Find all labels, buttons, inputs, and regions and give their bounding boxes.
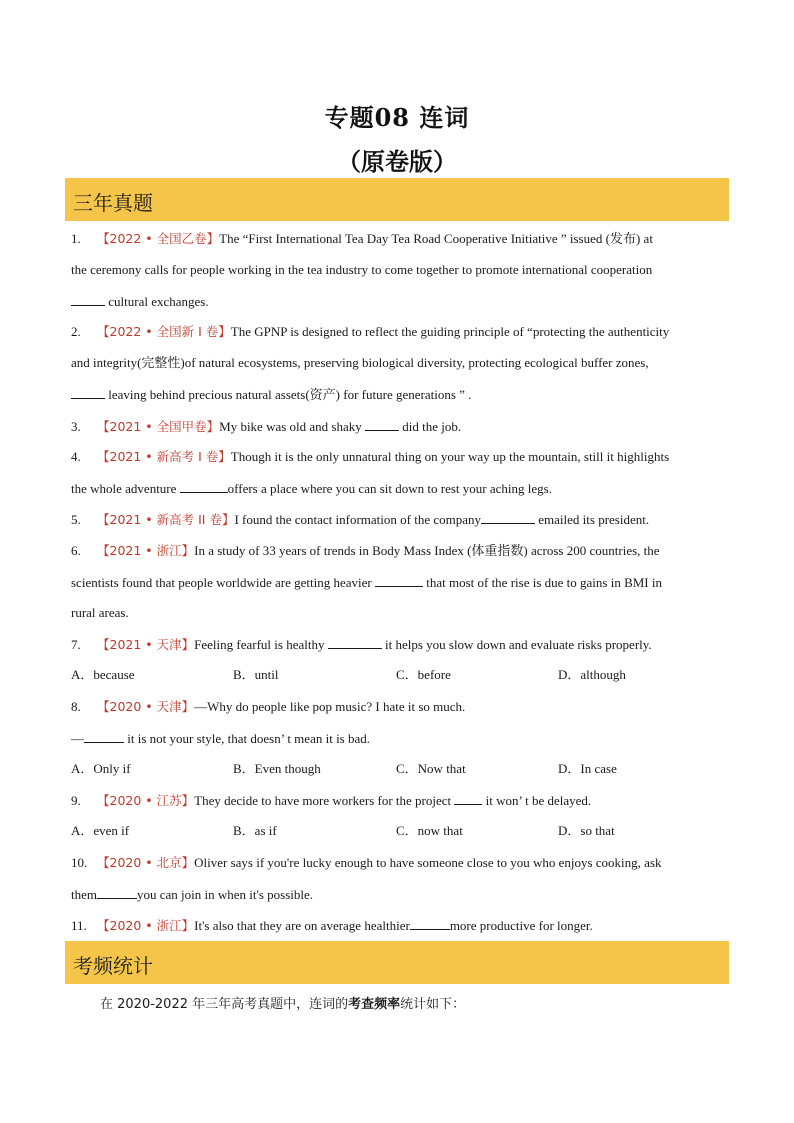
question-text: offers a place where you can sit down to rest your aching legs.	[227, 481, 552, 496]
question-text: did the job.	[399, 419, 462, 434]
option-c: C．before	[396, 667, 451, 682]
question-source: 【2020 • 江苏】	[97, 793, 195, 808]
question-number: 2.	[71, 324, 81, 339]
question-number: 4.	[71, 449, 81, 464]
question-text: that most of the rise is due to gains in BMI in	[422, 575, 663, 590]
question-text: cultural exchanges.	[105, 294, 209, 309]
question-4-line-2	[71, 480, 731, 497]
question-1-line-2: the ceremony calls for people working in the tea industry to come together to promote international cooperation	[71, 262, 653, 277]
question-2-line-3	[71, 386, 731, 403]
question-source: 【2020 • 北京】	[97, 855, 195, 870]
option-a: A．even if	[71, 823, 130, 838]
option-b: B．Even though	[233, 761, 321, 776]
question-source: 【2020 • 天津】	[97, 699, 195, 714]
option-c: C．now that	[396, 823, 463, 838]
question-source: 【2021 • 全国甲卷】	[97, 419, 220, 434]
question-1	[71, 231, 731, 247]
question-8	[71, 699, 731, 715]
question-text: you can join in when it's possible.	[137, 887, 314, 902]
question-text: They decide to have more workers for the project	[194, 793, 455, 808]
question-number: 8.	[71, 699, 81, 714]
question-text: The GPNP is designed to reflect the guiding principle of “protecting the authenticity	[230, 324, 670, 339]
question-text: Feeling fearful is healthy	[194, 637, 328, 652]
question-2	[71, 324, 731, 340]
answer-blank	[454, 792, 482, 805]
page-title: 专题08 连词	[324, 103, 470, 132]
page-subtitle: （原卷版）	[337, 147, 457, 176]
answer-blank	[365, 418, 399, 431]
question-4	[71, 449, 731, 465]
question-text: it won’ t be delayed.	[482, 793, 592, 808]
option-b: B．until	[233, 667, 279, 682]
question-7	[71, 636, 731, 653]
answer-blank	[97, 886, 137, 899]
option-d: D．so that	[558, 823, 615, 838]
question-text: In a study of 33 years of trends in Body Mass Index (体重指数) across 200 countries, the	[194, 543, 660, 558]
answer-blank	[84, 730, 124, 743]
question-5	[71, 511, 731, 528]
question-text: —Why do people like pop music? I hate it so much.	[194, 699, 466, 714]
question-text: the whole adventure	[71, 481, 180, 496]
question-number: 9.	[71, 793, 81, 808]
answer-blank	[71, 386, 105, 399]
question-6	[71, 543, 731, 559]
question-text: it helps you slow down and evaluate risks properly.	[381, 637, 652, 652]
intro-text: 在 2020-2022 年三年高考真题中，连词的	[100, 997, 349, 1012]
question-number: 1.	[71, 231, 81, 246]
question-text: The “First International Tea Day Tea Road Cooperative Initiative ” issued (发布) at	[219, 231, 653, 246]
question-number: 7.	[71, 637, 81, 652]
question-text: My bike was old and shaky	[219, 419, 366, 434]
question-3	[71, 418, 731, 435]
answer-blank	[375, 574, 423, 587]
option-a: A．because	[71, 667, 135, 682]
question-text: —	[71, 731, 84, 746]
question-number: 5.	[71, 512, 81, 527]
question-text: I found the contact information of the company	[234, 512, 482, 527]
answer-blank	[71, 293, 105, 306]
question-number: 3.	[71, 419, 81, 434]
question-source: 【2022 • 全国新 I 卷】	[97, 324, 231, 339]
question-source: 【2021 • 新高考 I 卷】	[97, 449, 231, 464]
section-header-frequency	[65, 941, 729, 984]
answer-blank	[410, 917, 450, 930]
option-d: D．In case	[558, 761, 617, 776]
answer-blank	[180, 480, 228, 493]
question-source: 【2021 • 浙江】	[97, 543, 195, 558]
section-header-exams	[65, 178, 729, 221]
question-1-line-3	[71, 293, 731, 310]
question-11	[71, 917, 731, 934]
section-title: 三年真题	[73, 191, 153, 215]
question-10-line-2	[71, 886, 731, 903]
question-source: 【2021 • 天津】	[97, 637, 195, 652]
question-text: more productive for longer.	[449, 918, 593, 933]
option-d: D．although	[558, 667, 626, 682]
question-text: Oliver says if you're lucky enough to have someone close to you who enjoys cooking, ask	[194, 855, 662, 870]
question-source: 【2021 • 新高考 II 卷】	[97, 512, 235, 527]
question-text: leaving behind precious natural assets(资产) for future generations ” .	[105, 387, 472, 402]
question-text: Though it is the only unnatural thing on your way up the mountain, still it highlights	[230, 449, 670, 464]
question-number: 6.	[71, 543, 81, 558]
question-text: it is not your style, that doesn’ t mean it is bad.	[124, 731, 371, 746]
intro-bold: 考查频率	[348, 997, 401, 1012]
option-b: B．as if	[233, 823, 277, 838]
question-6-line-2	[71, 574, 731, 591]
question-8-line-2	[71, 730, 731, 747]
intro-text: 统计如下：	[400, 997, 466, 1012]
section-title: 考频统计	[73, 954, 153, 978]
option-a: A．Only if	[71, 761, 131, 776]
option-c: C．Now that	[396, 761, 466, 776]
question-10	[71, 855, 731, 871]
answer-blank	[328, 636, 382, 649]
question-6-line-3: rural areas.	[71, 605, 129, 620]
question-text: It's also that they are on average healthier	[194, 918, 410, 933]
question-9	[71, 792, 731, 809]
question-source: 【2020 • 浙江】	[97, 918, 195, 933]
question-text: scientists found that people worldwide are getting heavier	[71, 575, 375, 590]
question-number: 10.	[71, 855, 88, 870]
question-source: 【2022 • 全国乙卷】	[97, 231, 220, 246]
answer-blank	[481, 511, 535, 524]
question-2-line-2: and integrity(完整性)of natural ecosystems, preserving biological diversity, protecting ecological buffer zones,	[71, 355, 649, 370]
question-text: emailed its president.	[535, 512, 650, 527]
question-number: 11.	[71, 918, 87, 933]
frequency-intro	[100, 993, 465, 1012]
question-text: them	[71, 887, 97, 902]
